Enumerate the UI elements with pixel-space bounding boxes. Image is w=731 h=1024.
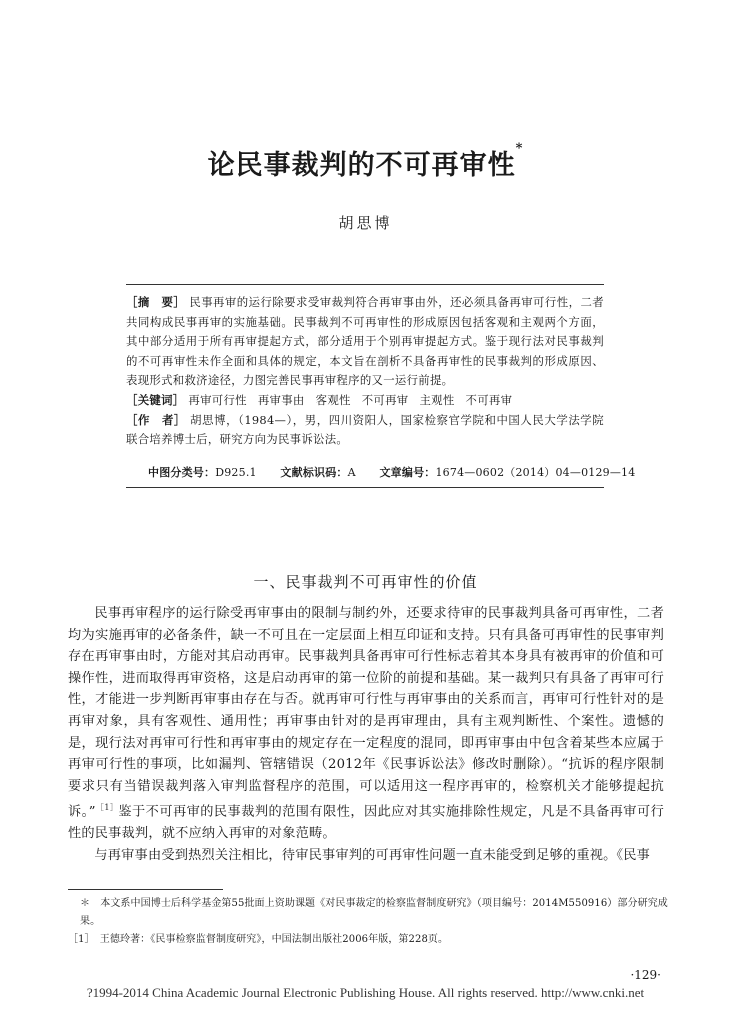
clc-label: 中图分类号： xyxy=(148,466,216,479)
footnote-mark: ＊ xyxy=(80,898,91,909)
footnotes xyxy=(68,895,668,949)
doc-code-value: A xyxy=(347,466,356,479)
abstract-text: 民事再审的运行除要求受审裁判符合再审事由外，还必须具备再审可行性，二者共同构成民事再审的实施基础。民事裁判不可再审性的形成原因包括客观和主观两个方面，其中部分适用于所有再审提起方式，部分适用于个别再审提起方式。鉴于现行法对民事裁判的不可再审性未作全面和具体的规定，本文旨在剖析不具备再审性的民事裁判的形成原因、表现形式和救济途径，力图完善民事再审程序的又一运行前提。 xyxy=(126,295,604,388)
footnote-text: 王德玲著：《民事检察监督制度研究》，中国法制出版社2006年版，第228页。 xyxy=(99,934,449,945)
abstract-label: ［摘 要］ xyxy=(126,295,186,309)
keyword: 客观性 xyxy=(315,392,351,407)
title-text: 论民事裁判的不可再审性 xyxy=(207,150,516,181)
footnote-rule xyxy=(68,889,223,890)
abstract-bottom-rule xyxy=(126,487,604,488)
author-info-paragraph xyxy=(126,411,604,450)
body-text xyxy=(68,603,664,867)
doc-code-label: 文献标识码： xyxy=(280,466,348,479)
article-title xyxy=(0,143,731,182)
abstract-block xyxy=(126,293,604,450)
abstract-paragraph xyxy=(126,293,604,391)
article-number-value: 1674—0602（2014）04—0129—14 xyxy=(435,466,636,479)
body-text-segment: 鉴于不可再审的民事裁判的范围有限性，因此应对其实施排除性规定，凡是不具备再审可行性的民事裁判，就不应纳入再审的对象范畴。 xyxy=(68,804,664,842)
body-paragraph: 与再审事由受到热烈关注相比，待审民事审判的可再审性问题一直未能受到足够的重视。《民事 xyxy=(94,847,651,863)
citation-ref: ［1］ xyxy=(95,803,119,813)
author-name: 胡思博 xyxy=(338,214,393,232)
footnote-mark: ［1］ xyxy=(68,934,90,945)
abstract-top-rule xyxy=(126,284,604,285)
article-number-label: 文章编号： xyxy=(379,466,436,479)
keyword: 不可再审 xyxy=(465,392,513,407)
keywords-label: ［关键词］ xyxy=(126,392,185,407)
footnote-citation xyxy=(68,931,668,949)
section-heading: 一、民事裁判不可再审性的价值 xyxy=(253,573,478,591)
author-info-text: 胡思博，（1984—），男，四川资阳人，国家检察官学院和中国人民大学法学院联合培养博士后，研究方向为民事诉讼法。 xyxy=(126,412,604,447)
body-paragraph xyxy=(68,603,664,845)
page-number: ·129· xyxy=(630,968,661,982)
author-info-label: ［作 者］ xyxy=(126,412,186,427)
copyright-footer: ?1994-2014 China Academic Journal Electronic Publishing House. All rights reserved. http://www.cnki.net xyxy=(86,985,645,1000)
keyword: 再审事由 xyxy=(257,392,305,407)
keyword: 不可再审 xyxy=(361,392,409,407)
classification-line xyxy=(148,464,636,480)
footnote-funding xyxy=(68,895,668,931)
clc-value: D925.1 xyxy=(215,466,257,479)
footnote-text: 本文系中国博士后科学基金第55批面上资助课题《对民事裁定的检察监督制度研究》（项目编号：2014M550916）部分研究成果。 xyxy=(80,898,668,927)
keyword: 再审可行性 xyxy=(188,392,247,407)
keywords-paragraph xyxy=(126,391,604,411)
title-footnote-mark: * xyxy=(515,141,524,156)
body-text-segment: 民事再审程序的运行除受再审事由的限制与制约外，还要求待审的民事裁判具备可再审性，二者均为实施再审的必备条件，缺一不可且在一定层面上相互印证和支持。只有具备可再审性的民事审判存在再审事由时，方能对其启动再审。民事裁判具备再审可行性标志着其本身具有被再审的价值和可操作性，进而取得再审资格，这是启动再审的第一位阶的前提和基础。某一裁判只有具备了再审可行性，才能进一步判断再审事由存在与否。就再审可行性与再审事由的关系而言，再审可行性针对的是再审对象，具有客观性、通用性；再审事由针对的是再审理由，具有主观判断性、个案性。遗憾的是，现行法对再审可行性和再审事由的规定存在一定程度的混同，即再审事由中包含着某些本应属于再审可行性的事项，比如漏判、管辖错误（2012年《民事诉讼法》修改时删除）。“抗诉的程序限制要求只有当错误裁判落入审判监督程序的范围，可以适用这一程序再审的，检察机关才能够提起抗诉。” xyxy=(68,606,664,820)
keyword: 主观性 xyxy=(419,392,455,407)
